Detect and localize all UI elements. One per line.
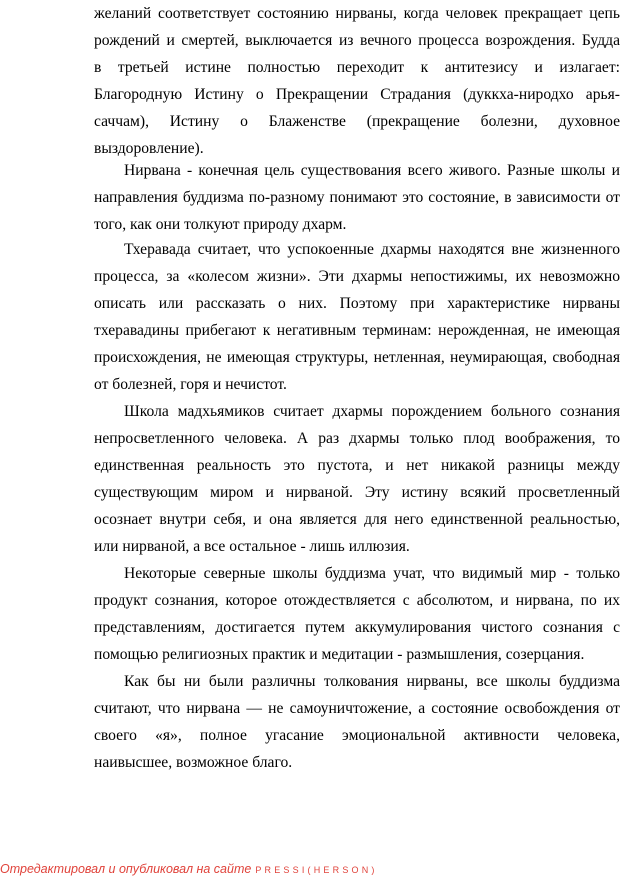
paragraph bbox=[94, 668, 620, 776]
text-line: или нирваной, а все остальное - лишь иллюзия. bbox=[94, 538, 410, 555]
text-line: помощью религиозных практик и медитации - размышления, созерцания. bbox=[94, 646, 585, 663]
text-line: направления буддизма по-разному понимают это состояние, в зависимости от bbox=[94, 189, 620, 206]
text-line: от болезней, горя и нечистот. bbox=[94, 376, 287, 393]
paragraph bbox=[94, 157, 620, 238]
text-line: процесса, за «колесом жизни». Эти дхармы непостижимы, их невозможно bbox=[94, 268, 620, 285]
text-line: Нирвана - конечная цель существования всего живого. Разные школы и bbox=[124, 162, 620, 179]
text-line: желаний соответствует состоянию нирваны, когда человек прекращает цепь bbox=[94, 5, 620, 22]
text-line: выздоровление). bbox=[94, 140, 204, 157]
text-line: Как бы ни были различны толкования нирваны, все школы буддизма bbox=[124, 673, 620, 690]
text-line: саччам), Истину о Блаженстве (прекращение болезни, духовное bbox=[94, 113, 620, 130]
paragraph bbox=[94, 398, 620, 560]
footer-credit bbox=[0, 862, 378, 876]
paragraph bbox=[94, 560, 620, 668]
text-line: единственная реальность это пустота, и нет никакой разницы между bbox=[94, 457, 620, 474]
text-line: непросветленного человека. А раз дхармы только плод воображения, то bbox=[94, 430, 620, 447]
text-line: в третьей истине полностью переходит к антитезису и излагает: bbox=[94, 59, 620, 76]
text-line: Тхеравада считает, что успокоенные дхармы находятся вне жизненного bbox=[124, 241, 620, 258]
text-line: осознает внутри себя, и она является для него единственной реальностью, bbox=[94, 511, 620, 528]
text-line: наивысшее, возможное благо. bbox=[94, 754, 293, 771]
text-line: того, как они толкуют природу дхарм. bbox=[94, 216, 347, 233]
text-line: существующим миром и нирваной. Эту истину всякий просветленный bbox=[94, 484, 620, 501]
text-line: своего «я», полное угасание эмоциональной активности человека, bbox=[94, 727, 620, 744]
site-brand: PRESSI(HERSON) bbox=[255, 865, 378, 875]
text-line: считают, что нирвана — не самоуничтожение, а состояние освобождения от bbox=[94, 700, 620, 717]
text-line: Благородную Истину о Прекращении Страдания (дуккха-ниродхо арья- bbox=[94, 86, 620, 103]
text-line: Некоторые северные школы буддизма учат, что видимый мир - только bbox=[124, 565, 620, 582]
text-line: Школа мадхьямиков считает дхармы порождением больного сознания bbox=[124, 403, 620, 420]
text-line: продукт сознания, которое отождествляется с абсолютом, и нирвана, по их bbox=[94, 592, 620, 609]
text-line: тхеравадины прибегают к негативным терминам: нерожденная, не имеющая bbox=[94, 322, 620, 339]
text-line: представлениям, достигается путем аккумулирования чистого сознания с bbox=[94, 619, 620, 636]
paragraph bbox=[94, 236, 620, 398]
footer-text: Отредактировал и опубликовал на сайте bbox=[0, 862, 252, 876]
text-line: описать или рассказать о них. Поэтому при характеристике нирваны bbox=[94, 295, 620, 312]
paragraph bbox=[94, 0, 620, 162]
text-line: происхождения, не имеющая структуры, нетленная, неумирающая, свободная bbox=[94, 349, 620, 366]
text-line: рождений и смертей, выключается из вечного процесса возрождения. Будда bbox=[94, 32, 620, 49]
